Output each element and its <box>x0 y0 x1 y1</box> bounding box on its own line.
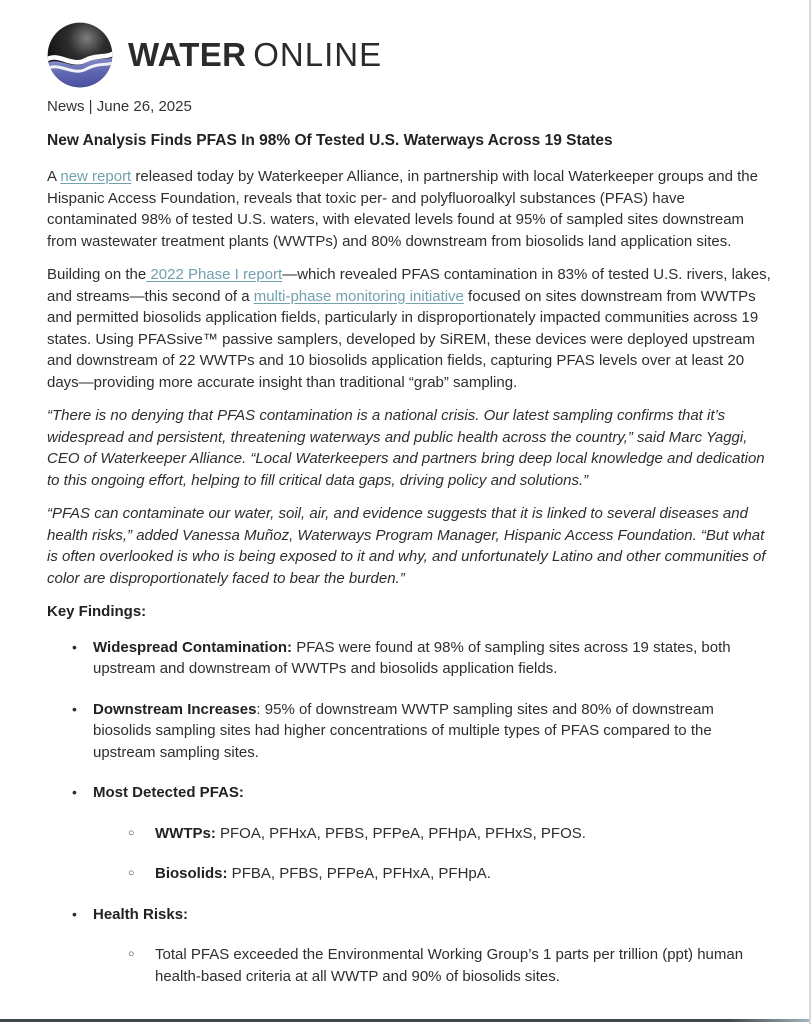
quote-paragraph <box>47 503 773 589</box>
bullet-text: Total PFAS exceeded the Environmental Working Group’s 1 parts per trillion (ppt) human health-based criteria at all WWTP and 90% of biosolids sites. <box>155 946 744 985</box>
text-segment: Building on the <box>47 266 147 283</box>
article-headline: New Analysis Finds PFAS In 98% Of Tested U.S. Waterways Across 19 States <box>47 132 613 149</box>
body-paragraph <box>47 166 773 252</box>
bullet-text: WWTPs: PFOA, PFHxA, PFBS, PFPeA, PFHpA, PFHxS, PFOS. <box>155 824 586 842</box>
bullet-text: Downstream Increases: 95% of downstream WWTP sampling sites and 80% of downstream biosolids sampling sites had higher concentrations of multiple types of PFAS compared to the upstream sampling sites. <box>93 700 714 761</box>
key-finding-subitem <box>128 823 773 845</box>
bullet-text: Biosolids: PFBA, PFBS, PFPeA, PFHxA, PFHpA. <box>155 865 491 882</box>
key-findings-list <box>47 637 773 988</box>
bullet-bold-label: Most Detected PFAS: <box>93 784 244 801</box>
article-body <box>47 166 773 589</box>
bullet-text: Widespread Contamination: PFAS were found at 98% of sampling sites across 19 states, both upstream and downstream of WWTPs and biosolids application fields. <box>93 638 731 677</box>
sub-bullet-marker-icon: ○ <box>128 948 135 960</box>
article-meta-dateline: News | June 26, 2025 <box>47 98 192 115</box>
bullet-text <box>93 904 773 926</box>
bullet-marker-icon: • <box>72 905 77 922</box>
body-paragraph <box>47 264 773 393</box>
sub-bullet-marker-icon: ○ <box>128 867 135 879</box>
bullet-marker-icon: • <box>72 638 77 655</box>
text-segment: “PFAS can contaminate our water, soil, air, and evidence suggests that it is linked to several diseases and health risks,” added Vanessa Muñoz, Waterways Program Manager, Hispanic Access Foundation. “But what is often overlooked is who is being exposed to it and why, and unfortunately Latino and other communities of color are disproportionately faced to bear the burden.” <box>47 505 766 587</box>
text-segment: “There is no denying that PFAS contamination is a national crisis. Our latest sampling confirms that it’s widespread and persistent, threatening waterways and public health across the country,” said Marc Yaggi, CEO of Waterkeeper Alliance. “Local Waterkeepers and partners bring deep local knowledge and dedication to this ongoing effort, helping to fill critical data gaps, driving policy and solutions.” <box>47 407 765 489</box>
bullet-bold-label: Downstream Increases <box>93 700 257 718</box>
bullet-marker-icon: • <box>72 700 77 717</box>
text-segment: —which revealed PFAS contamination in 83% of tested U.S. rivers, lakes, and streams—this second of a <box>47 266 771 305</box>
water-online-masthead <box>47 22 773 88</box>
bullet-bold-label: Health Risks: <box>93 905 189 923</box>
key-finding-item <box>72 637 773 680</box>
bullet-bold-label: WWTPs: <box>155 824 216 842</box>
text-segment: A <box>47 168 61 185</box>
bullet-text <box>93 782 773 804</box>
bottom-divider-bar <box>0 1019 809 1022</box>
key-finding-item <box>72 904 773 926</box>
sub-bullet-marker-icon: ○ <box>128 826 135 839</box>
text-segment: released today by Waterkeeper Alliance, in partnership with local Waterkeeper groups and the Hispanic Access Foundation, reveals that toxic per- and polyfluoroalkyl substances (PFAS) have contaminated 98% of tested U.S. waters, with elevated levels found at 95% of sampled sites downstream from wastewater treatment plants (WWTPs) and 80% downstream from biosolids land application sites. <box>47 168 758 250</box>
inline-link[interactable]: 2022 Phase I report <box>146 266 283 283</box>
key-finding-subitem <box>128 944 773 987</box>
key-findings-heading: Key Findings: <box>47 603 147 620</box>
bullet-bold-label: Widespread Contamination: <box>93 638 293 656</box>
water-online-logotype <box>128 36 382 74</box>
bullet-bold-label: Biosolids: <box>155 865 228 882</box>
quote-paragraph <box>47 405 773 491</box>
inline-link[interactable]: new report <box>60 168 132 185</box>
logo-word-online: ONLINE <box>253 36 383 73</box>
key-finding-subitem <box>128 863 773 885</box>
inline-link[interactable]: multi-phase monitoring initiative <box>253 287 464 305</box>
logo-word-water: WATER <box>128 36 247 73</box>
key-finding-item <box>72 782 773 804</box>
bullet-marker-icon: • <box>72 784 77 800</box>
text-segment: focused on sites downstream from WWTPs and permitted biosolids application fields, particularly in disproportionately impacted communities across 19 states. Using PFASsive™ passive samplers, developed by SiREM, these devices were deployed upstream and downstream of 22 WWTPs and 10 biosolids application fields, capturing PFAS levels over at least 20 days—providing more accurate insight than traditional “grab” sampling. <box>47 287 759 391</box>
key-finding-item <box>72 699 773 764</box>
globe-icon <box>47 22 113 88</box>
article-content <box>47 22 773 1006</box>
